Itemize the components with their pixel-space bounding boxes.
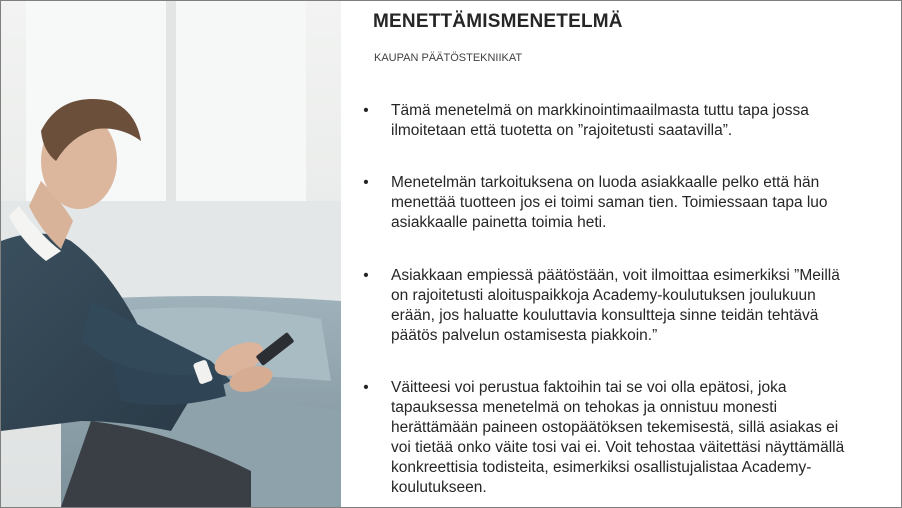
bullet-text: Väitteesi voi perustua faktoihin tai se voi olla epätosi, joka tapauksessa menetelmä on tehokas ja onnistuu monesti herättämään paineen ostopäätöksen tekemisestä, sillä asiakas ei voi tietää onko väite tosi vai ei. Voit tehostaa väitettäsi näyttämällä konkreettisia todisteita, esimerkiksi osallistujalistaa Academy-koulutukseen. — [391, 379, 845, 496]
bullet-text: Tämä menetelmä on markkinointimaailmasta tuttu tapa jossa ilmoitetaan että tuotetta on ”rajoitetusti saatavilla”. — [391, 102, 809, 139]
bullet-item — [363, 173, 847, 233]
bullet-text: Menetelmän tarkoituksena on luoda asiakkaalle pelko että hän menettää tuotteen jos ei toimi saman tien. Toimiessaan tapa luo asiakkaalle painetta toimia heti. — [391, 174, 828, 231]
bullet-dot-icon: • — [363, 379, 369, 396]
slide-subtitle: KAUPAN PÄÄTÖSTEKNIIKAT — [374, 52, 523, 64]
bullet-text: Asiakkaan empiessä päätöstään, voit ilmoittaa esimerkiksi ”Meillä on rajoitetusti aloituspaikkoja Academy-koulutuksen joulukuun erään, jos haluatte kouluttavia konsultteja sinne teidän tehtävä päätös palvelun ostamisesta piakkoin.” — [391, 267, 840, 344]
man-with-phone-photo — [1, 1, 341, 507]
bullet-dot-icon: • — [363, 102, 369, 119]
bullet-list — [363, 101, 847, 508]
bullet-dot-icon: • — [363, 174, 369, 191]
slide-content — [341, 1, 901, 507]
bullet-item — [363, 378, 847, 498]
bullet-item — [363, 101, 847, 141]
slide-title: MENETTÄMISMENETELMÄ — [373, 11, 623, 32]
bullet-item — [363, 266, 847, 346]
bullet-dot-icon: • — [363, 267, 369, 284]
